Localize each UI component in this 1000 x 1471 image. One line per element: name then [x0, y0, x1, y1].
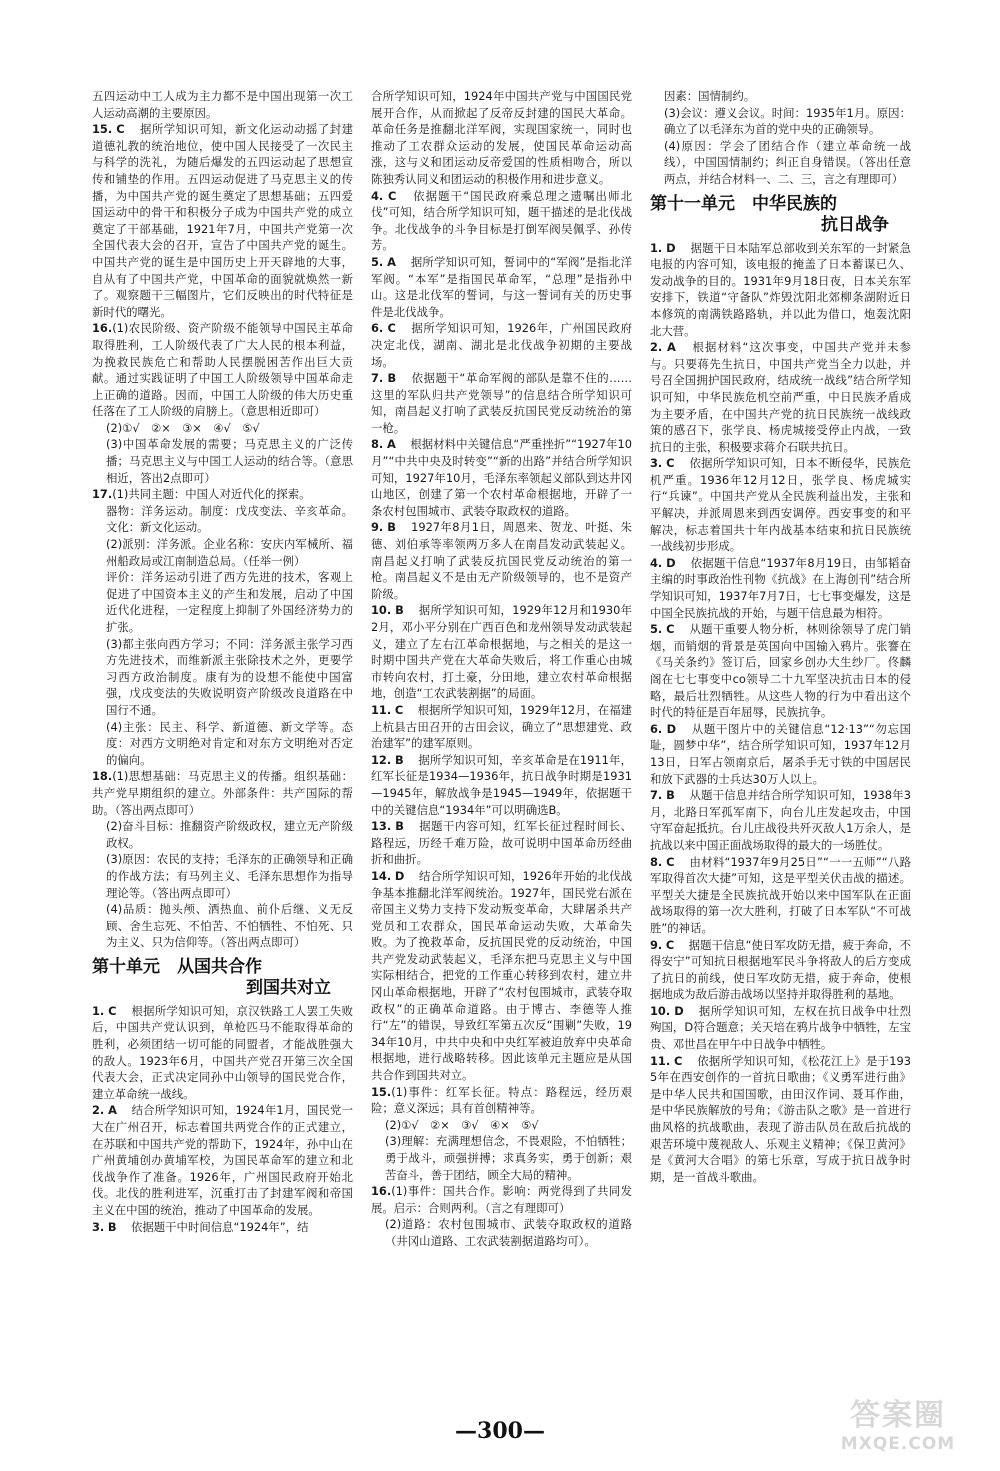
item-number: 11. — [650, 1053, 671, 1068]
unit-10-title — [92, 957, 353, 999]
item-explanation: 依据所学知识可知，日本不断侵华，民族危机严重。1936年12月12日，张学良、杨虎城实行“兵谏”。中国共产党从全民族利益出发，主张和平解决，并派周恩来到西安调停。西安事变的和平解决，标志着国共十年内战基本结束和抗日民族统一战线初步形成。 — [650, 456, 911, 554]
item-number: 11. — [371, 702, 392, 717]
answer-item-7 — [650, 787, 911, 853]
answer-item-5 — [650, 621, 911, 721]
answer-sub: 器物：洋务运动。制度：戊戌变法、辛亥革命。文化：新文化运动。 — [106, 503, 353, 535]
item-answer: C — [388, 188, 397, 203]
item-number: 15. — [92, 122, 113, 137]
item-answer: B — [666, 788, 675, 803]
unit-title-line: 第十单元 从国共合作 — [92, 956, 262, 977]
item-explanation: 依据题干中时间信息“1924年”，结 — [130, 1219, 309, 1234]
answer-item-6 — [650, 721, 911, 787]
answer-sub: (4)主张：民主、科学、新道德、新文学等。态度：对西方文明绝对肯定和对东方文明绝对否定的偏向。 — [106, 719, 353, 767]
answer-item-15 — [371, 1084, 632, 1117]
answer-text: 合所学知识可知，1924年中国共产党与中国国民党展开合作，从而掀起了反帝反封建的国民大革命。革命任务是推翻北洋军阀，实现国家统一，同时也推动了工农群众运动的发展，使国民革命运动高涨，这与义和团运动反帝爱国的性质相吻合，所以陈独秀认同义和团运动的积极作用和进步意义。 — [371, 89, 632, 186]
item-explanation: (1)思想基础：马克思主义的传播。组织基础：共产党早期组织的建立。外部条件：共产国际的帮助。（答出两点即可） — [92, 769, 353, 817]
answer-item-2 — [650, 339, 911, 455]
answer-item-1 — [92, 1003, 353, 1103]
item-explanation: 结合所学知识可知，1924年1月，国民党一大在广州召开，标志着国共两党合作的正式建立，在苏联和中国共产党的帮助下，1924年，孙中山在广州黄埔创办黄埔军校，为国民革命军的建立和北伐战争作了准备。1926年，广州国民政府开始北伐。北伐的胜利进军，沉重打击了封建军阀和帝国主义在中国的统治，推动了中国革命的发展。 — [92, 1103, 353, 1217]
answer-sub: (2)①√ ②× ③√ ④× ⑤√ — [385, 1117, 539, 1132]
item-number: 16. — [92, 321, 113, 336]
answer-item-16 — [371, 1183, 632, 1216]
item-number: 2. — [650, 340, 663, 355]
item-number: 5. — [371, 254, 384, 269]
item-answer: B — [395, 603, 404, 618]
item-number: 9. — [371, 520, 384, 535]
item-answer: D — [666, 721, 677, 736]
item-explanation: 结合所学知识可知，1926年开始的北伐战争基本推翻北洋军阀统治。1927年，国民党右派在帝国主义势力支持下发动叛变革命，大肆屠杀共产党员和工农群众，国民革命运动失败，大革命失败。为了挽救革命，反抗国民党的反动统治，中国共产党发动武装起义，毛泽东把马克思主义与中国实际相结合，把党的工作重心转移到农村，建立井冈山革命根据地，开辟了“农村包围城市，武装夺取政权”的正确革命道路。由于博古、李德等人推行“左”的错误，导致红军第五次反“围剿”失败，1934年10月，中共中央和中央红军被迫放弃中央革命根据地，进行战略转移。因此该单元主题应是从国共合作到国共对立。 — [371, 868, 632, 1083]
item-answer: D — [674, 1003, 684, 1018]
item-explanation: 据所学知识可知，辛亥革命是在1911年，红军长征是1934—1936年，抗日战争时期是1931—1945年，解放战争是1945—1949年，依据题干中的关键信息“1934年”可以明确选B。 — [371, 752, 632, 817]
answer-item-10 — [650, 1003, 911, 1053]
item-number: 17. — [92, 487, 113, 502]
item-explanation: 据题干内容可知，红军长征过程时间长、路程远，历经千难万险，故可说明中国革命历经曲折和曲折。 — [371, 819, 632, 867]
item-number: 1. — [650, 240, 663, 255]
item-number: 8. — [650, 854, 663, 869]
answer-item-13 — [371, 818, 632, 868]
item-answer: C — [666, 622, 675, 637]
item-answer: A — [108, 1103, 117, 1118]
item-number: 14. — [371, 868, 392, 883]
item-explanation: 从题干重要人物分析，林则徐领导了虎门销烟，而销烟的背景是英国向中国输入鸦片。张謇在《马关条约》签订后，回家乡创办大生纱厂。佟麟阁在七七事变中со领导二十九军坚决抗击日本的侵略，最后壮烈牺牲。从这些人物的行为中看出这个时代的特征是百年屈辱，民族抗争。 — [650, 622, 911, 720]
watermark-url-text: MXQE.COM — [840, 1434, 956, 1454]
item-explanation: 据题干日本陆军总部收到关东军的一封紧急电报的内容可知，该电报的掩盖了日本蓄谋已久、发动战争的目的。1931年9月18日夜，日本关东军安排下，铁道“守备队”炸毁沈阳北郊柳条湖附近日本修筑的南满铁路路轨，并以此为借口，炮轰沈阳北大营。 — [650, 240, 911, 338]
item-number: 7. — [650, 788, 663, 803]
answer-item-2 — [92, 1102, 353, 1218]
answer-item-8 — [371, 436, 632, 519]
item-explanation: 根据所学知识可知，京汉铁路工人罢工失败后，中国共产党认识到，单枪匹马不能取得革命的胜利，必须团结一切可能的同盟者，才能战胜强大的敌人。1923年6月，中国共产党召开第三次全国代表大会，正式决定同孙中山领导的国民党合作，建立革命统一战线。 — [92, 1003, 353, 1101]
item-number: 3. — [92, 1219, 105, 1234]
item-number: 6. — [371, 321, 384, 336]
item-explanation: 据所学知识可知，左权在抗日战争中壮烈殉国，D符合题意；关天培在鸦片战争中牺牲，左宝贵、邓世昌在甲午中日战争中牺牲。 — [650, 1003, 911, 1052]
answer-item-15 — [92, 121, 353, 320]
item-answer: C — [665, 937, 675, 952]
item-explanation: 据所学知识可知，誓词中的“军阀”是指北洋军阀。“本军”是指国民革命军，“总理”是指孙中山。这是北伐军的誓词，与这一誓词有关的历史事件是北伐战争。 — [371, 254, 632, 319]
item-answer: B — [394, 752, 404, 767]
answer-sub: (2)道路：农村包围城市、武装夺取政权的道路（井冈山道路、工农武装割据道路均可）。 — [385, 1217, 632, 1248]
site-watermark — [818, 1387, 978, 1457]
item-number: 6. — [650, 721, 663, 736]
item-number: 3. — [650, 456, 663, 471]
unit-title-line: 第十一单元 中华民族的 — [650, 193, 837, 214]
item-explanation: 依据所学知识可知，《松花江上》是于1935年在西安创作的一首抗日歌曲；《义勇军进行曲》是中华人民共和国国歌，由田汉作词、聂耳作曲，是中华民族解放的号角；《游击队之歌》是一首进行曲风格的抗战歌曲，表现了游击队员在敌后抗战的艰苦环境中蔑视敌人、乐观主义精神；《保卫黄河》是《黄河大合唱》的第七乐章，写成于抗日战争时期，是一首战斗歌曲。 — [650, 1053, 911, 1184]
item-explanation: (1)农民阶级、资产阶级不能领导中国民主革命取得胜利，工人阶级代表了广大人民的根本利益，为挽救民族危亡和帮助人民摆脱困苦作出巨大贡献。通过实践证明了中国工人阶级领导中国革命走上正确的道路。因而，中国工人阶级的伟大历史重任落在了工人阶级的肩膀上。（意思相近即可） — [92, 321, 353, 419]
unit-11-title — [650, 194, 911, 236]
item-answer: B — [387, 520, 396, 535]
item-number: 4. — [650, 555, 663, 570]
item-number: 4. — [371, 188, 384, 203]
answer-item-10 — [371, 602, 632, 702]
answer-item-8 — [650, 854, 911, 937]
unit-title-line: 抗日战争 — [821, 214, 889, 235]
item-explanation: (1)事件：红军长征。特点：路程远，经历艰险；意义深远；具有首创精神等。 — [371, 1084, 632, 1116]
item-answer: C — [666, 456, 675, 471]
answer-item-17 — [92, 486, 353, 503]
answer-item-14 — [371, 868, 632, 1084]
item-explanation: (1)共同主题：中国人对近代化的探索。 — [112, 487, 311, 502]
item-answer: D — [666, 555, 676, 570]
answer-item-4 — [650, 555, 911, 621]
item-answer: D — [666, 240, 676, 255]
item-number: 10. — [371, 603, 392, 618]
answer-sub: (4)品质：抛头颅、洒热血、前仆后继、义无反顾、舍生忘死、不怕苦、不怕牺牲、不怕死、只为主义、只为信仰等。（答出两点即可） — [106, 902, 353, 950]
answer-item-16 — [92, 320, 353, 420]
item-answer: B — [395, 819, 404, 834]
item-explanation: 据所学知识可知，1926年，广州国民政府决定北伐，湖南、湖北是北伐战争初期的主要战场。 — [371, 321, 632, 369]
item-answer: A — [667, 340, 676, 355]
item-number: 16. — [371, 1184, 392, 1199]
answer-item-1 — [650, 240, 911, 340]
item-number: 10. — [650, 1003, 671, 1018]
item-explanation: 从题干图片中的关键信息“12·13”“勿忘国耻，圆梦中华”，结合所学知识可知，1937年12月13日，日军占领南京后，屠杀手无寸铁的中国居民和放下武器的士兵达30万人以上。 — [650, 721, 911, 786]
item-explanation: 据题干信息“使日军攻防无措，疲于奔命，不得安宁”可知抗日根据地军民斗争将敌人的后方变成了抗日的前线，使日军攻防无措，疲于奔命，使根据地成为敌后游击战场以坚持并取得胜利的基地。 — [650, 937, 911, 1002]
unit-title-line: 到国共对立 — [246, 977, 331, 998]
answer-sub: (3)会议：遵义会议。时间：1935年1月。原因：确立了以毛泽东为首的党中央的正确领导。 — [664, 105, 911, 137]
answer-item-3 — [92, 1219, 353, 1236]
item-answer: C — [674, 1053, 683, 1068]
item-explanation: 根据材料中关键信息“严重挫折”“1927年10月”“中共中央及时转变”“新的出路”并结合所学知识可知，1927年10月，毛泽东率领起义部队到达井冈山地区，创建了第一个农村革命根据地，开辟了一条农村包围城市、武装夺取政权的道路。 — [371, 437, 632, 518]
answer-sub: 因素：国情制约。 — [664, 89, 756, 103]
item-answer: D — [394, 868, 405, 883]
item-answer: C — [387, 321, 396, 336]
answer-sub: (2)派别：洋务派。企业名称：安庆内军械所、福州船政局或江南制造总局。（任举一例） — [106, 537, 353, 568]
item-number: 5. — [650, 622, 663, 637]
item-explanation: 根据材料“这次事变，中国共产党并未参与。只要蒋先生抗日，中国共产党当全力以赴，并号召全国拥护国民政府，结成统一战线”结合所学知识可知，中华民族危机空前严重，中日民族矛盾成为主要矛盾，在中国共产党的抗日民族统一战线政策的感召下，张学良、杨虎城接受停止内战，一致抗日的主张，积极要求蒋介石联共抗日。 — [650, 340, 911, 454]
item-answer: C — [394, 702, 404, 717]
item-answer: B — [387, 371, 397, 386]
answer-item-11 — [371, 702, 632, 752]
item-answer: A — [387, 254, 396, 269]
answer-text: 五四运动中工人成为主力都不是中国出现第一次工人运动高潮的主要原因。 — [92, 89, 353, 120]
item-explanation: 根据所学知识可知，1929年12月，在福建上杭县古田召开的古田会议，确立了“思想建党、政治建军”的建军原则。 — [371, 702, 632, 751]
answer-sub: (4)原因：学会了团结合作（建立革命统一战线），中国国情制约；纠正自身错误。（答出任意两点，并结合材料一、二、三，言之有理即可） — [664, 138, 911, 186]
item-answer: C — [108, 1003, 117, 1018]
answer-item-3 — [650, 455, 911, 555]
item-explanation: 据所学知识可知，1929年12月和1930年2月，邓小平分别在广西百色和龙州领导发动武装起义，建立了左右江革命根据地，与之相关的是这一时期中国共产党在大革命失败后，将工作重心由城市转向农村，打土豪，分田地，建立农村革命根据地，创造“工农武装割据”的局面。 — [371, 603, 632, 701]
answer-item-7 — [371, 370, 632, 436]
item-answer: C — [666, 854, 675, 869]
answer-page — [92, 88, 912, 1418]
item-explanation: 依据题干信息“1937年8月19日，由邹韬奋主编的时事政治性刊物《抗战》在上海创刊”结合所学知识可知，1937年7月7日，七七事变爆发，这是中国全民族抗战的开始，与题干信息最为相符。 — [650, 555, 911, 620]
item-explanation: 据所学知识可知，新文化运动动摇了封建道德礼教的统治地位，使中国人民接受了一次民主与科学的洗礼，为随后爆发的五四运动起了思想宣传和铺垫的作用。五四运动促进了马克思主义的传播，为中国共产党的诞生奠定了思想基础；五四爱国运动中的骨干和积极分子成为中国共产党的成立奠定了干部基础，1921年7月，中国共产党第一次全国代表大会的召开，宣告了中国共产党的诞生。中国共产党的诞生是中国历史上开天辟地的大事，自从有了中国共产党，中国革命的面貌就焕然一新了。观察题干三幅图片，它们反映出的时代特征是新时代的曙光。 — [92, 122, 353, 319]
column-2 — [371, 88, 632, 1418]
answer-sub: (3)原因：农民的支持；毛泽东的正确领导和正确的作战方法；有马列主义、毛泽东思想作为指导理论等。（答出两点即可） — [106, 852, 353, 900]
item-number: 13. — [371, 819, 392, 834]
answer-sub: (3)中国革命发展的需要；马克思主义的广泛传播；马克思主义与中国工人运动的结合等。（意思相近，答出2点即可） — [106, 437, 353, 485]
answer-item-18 — [92, 768, 353, 818]
watermark-logo-text: 答案圈 — [850, 1398, 946, 1433]
item-explanation: (1)事件：国共合作。影响：两党得到了共同发展。启示：合则两利。（言之有理即可） — [371, 1184, 632, 1215]
item-number: 15. — [371, 1084, 392, 1099]
answer-item-11 — [650, 1053, 911, 1186]
answer-item-6 — [371, 320, 632, 370]
answer-item-9 — [371, 519, 632, 602]
answer-item-4 — [371, 188, 632, 254]
answer-item-5 — [371, 254, 632, 320]
column-3 — [650, 88, 911, 1418]
item-number: 2. — [92, 1103, 105, 1118]
answer-sub: (2)①√ ②× ③× ④√ ⑤√ — [106, 420, 260, 435]
item-number: 7. — [371, 371, 384, 386]
item-explanation: 从题干信息并结合所学知识可知，1938年3月，北路日军孤军南下，向台儿庄发起攻击，中国守军奋起抵抗。台儿庄战役共歼灭敌人1万余人，是抗战以来中国正面战场取得的最大的一场胜仗。 — [650, 788, 911, 852]
item-explanation: 由材料“1937年9月25日”“一一五师”“八路军取得首次大捷”可知，这是平型关伏击战的描述。平型关大捷是全民族抗战开始以来中国军队在正面战场取得的第一次大胜利，打破了日本军队“不可战胜”的神话。 — [650, 854, 911, 935]
answer-item-9 — [650, 937, 911, 1003]
item-number: 18. — [92, 769, 113, 784]
item-number: 8. — [371, 437, 384, 452]
item-number: 1. — [92, 1003, 105, 1018]
item-explanation: 依据题干“革命军阀的部队是靠不住的……这里的军队归共产党领导”的信息结合所学知识可知，南昌起义打响了武装反抗国民党反动统治的第一枪。 — [371, 371, 632, 435]
item-answer: C — [116, 122, 125, 137]
item-answer: A — [386, 437, 396, 452]
answer-sub: (2)奋斗目标：推翻资产阶级政权，建立无产阶级政权。 — [106, 819, 353, 850]
item-explanation: 依据题干“国民政府乘总理之遗嘱出师北伐”可知，结合所学知识可知，题干描述的是北伐战争。北伐战争的斗争目标是打倒军阀吴佩孚、孙传芳。 — [371, 188, 632, 253]
item-number: 12. — [371, 752, 392, 767]
answer-sub: (3)理解：充满理想信念，不畏艰险，不怕牺牲；勇于战斗，顽强拼搏；求真务实，勇于创新；艰苦奋斗，善于团结，顾全大局的精神。 — [385, 1134, 632, 1182]
answer-item-12 — [371, 752, 632, 818]
page-number: —300— — [455, 1418, 545, 1444]
column-1 — [92, 88, 353, 1418]
answer-sub: (3)都主张向西方学习；不同：洋务派主张学习西方先进技术，而维新派主张除技术之外，更要学习西方政治制度。康有为的设想不能使中国富强，戊戌变法的失败说明资产阶级改良道路在中国行不通。 — [106, 636, 353, 717]
item-answer: B — [107, 1219, 117, 1234]
answer-sub: 评价：洋务运动引进了西方先进的技术，客观上促进了中国资本主义的产生和发展，启动了中国近代化进程，一定程度上抑制了外国经济势力的扩张。 — [106, 570, 353, 634]
item-explanation: 1927年8月1日，周恩来、贺龙、叶挺、朱德、刘伯承等率领两万多人在南昌发动武装起义。南昌起义打响了武装反抗国民党反动统治的第一枪。南昌起义不是由无产阶级领导的，也不是资产阶级。 — [371, 520, 632, 601]
item-number: 9. — [650, 937, 663, 952]
